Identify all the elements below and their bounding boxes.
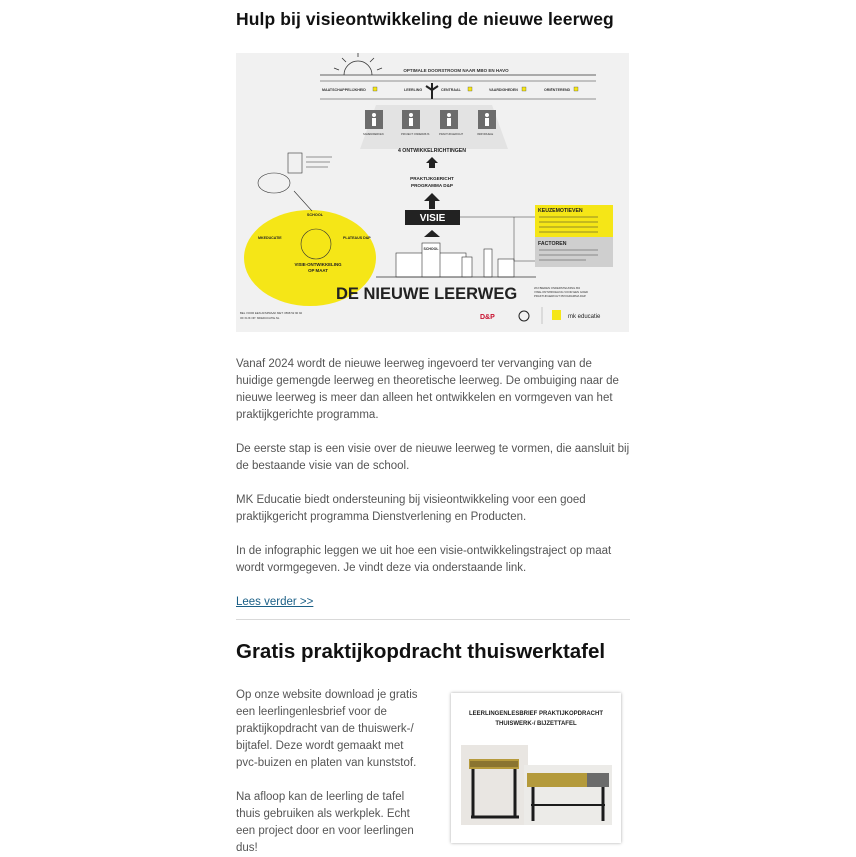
infographic-image[interactable] <box>236 53 629 332</box>
paragraph: Op onze website download je gratis een leerlingenlesbrief voor de praktijkopdracht van de thuiswerk-/ bijtafel. Deze wordt gemaakt met pvc-buizen en platen van kunststof. <box>236 689 418 769</box>
paragraph: MK Educatie biedt ondersteuning bij visieontwikkeling voor een goed praktijkgericht programma Dienstverlening en Producten. <box>236 494 586 523</box>
svg-text:CENTRAAL: CENTRAAL <box>441 88 461 92</box>
dp-logo: D&P <box>480 314 495 321</box>
svg-text:OP MAAT: OP MAAT <box>308 268 328 273</box>
svg-text:WIJ BIEDEN ONDERSTEUNING BIJ: WIJ BIEDEN ONDERSTEUNING BIJ <box>534 286 581 290</box>
section-divider <box>236 619 630 620</box>
svg-text:BEL VOOR EEN AFSPRAAK MET: 059: BEL VOOR EEN AFSPRAAK MET: 0598 52 90 92 <box>240 311 303 315</box>
svg-text:MAATSCHAPPELIJKHEID: MAATSCHAPPELIJKHEID <box>322 88 366 92</box>
svg-text:VAARDIGHEDEN: VAARDIGHEDEN <box>489 88 518 92</box>
svg-text:MKEDUCATIE: MKEDUCATIE <box>258 236 282 240</box>
svg-text:PLATEAUS D&P: PLATEAUS D&P <box>343 236 371 240</box>
paragraph: De eerste stap is een visie over de nieuwe leerweg te vormen, die aansluit bij de bestaande visie van de school. <box>236 443 630 472</box>
paragraph: Na afloop kan de leerling de tafel thuis gebruiken als werkplek. Echt een project door en voor leerlingen dus! <box>236 791 414 854</box>
svg-text:SCHOOL: SCHOOL <box>306 213 324 217</box>
svg-text:PRAKTIJKGERICHT: PRAKTIJKGERICHT <box>439 133 464 136</box>
svg-text:VISIE-ONTWIKKELING: VISIE-ONTWIKKELING <box>294 262 342 267</box>
svg-text:INDIVIDUELE: INDIVIDUELE <box>477 133 494 136</box>
section1-body <box>236 356 630 611</box>
factoren-title: FACTOREN <box>538 241 567 247</box>
svg-text:SAMENWERKEN: SAMENWERKEN <box>363 133 384 136</box>
lesbrief-thumbnail[interactable] <box>451 693 621 843</box>
visie-label: VISIE <box>419 213 446 224</box>
svg-text:PROGRAMMA D&P: PROGRAMMA D&P <box>411 183 453 188</box>
section2-body <box>236 687 426 857</box>
svg-text:ORIËNTEREND: ORIËNTEREND <box>544 88 571 92</box>
svg-text:OF KIJK OP: MKEDUCATIE.NL: OF KIJK OP: MKEDUCATIE.NL <box>240 316 280 320</box>
top-banner-text: OPTIMALE DOORSTROOM NAAR MBO EN HAVO <box>403 68 509 73</box>
paragraph: Vanaf 2024 wordt de nieuwe leerweg ingevoerd ter vervanging van de huidige gemengde leerweg en theoretische leerweg. De ombuiging naar de nieuwe leerweg is meer dan alleen het ontwikkelen en vormgeven van het praktijkgerichte programma. <box>236 358 619 421</box>
thumb-title: LEERLINGENLESBRIEF PRAKTIJKOPDRACHT <box>468 711 603 717</box>
svg-text:PROJECT ONDERWIJS: PROJECT ONDERWIJS <box>401 133 430 136</box>
svg-text:PRAKTIJKGERICHT: PRAKTIJKGERICHT <box>410 176 454 181</box>
paragraph: In de infographic leggen we uit hoe een visie-ontwikkelingstraject op maat wordt vormgegeven. Je vindt deze via onderstaande link. <box>236 545 612 574</box>
svg-text:LEERLING: LEERLING <box>404 88 423 92</box>
svg-text:PRAKTIJKGERICHT PROGRAMMA D&P.: PRAKTIJKGERICHT PROGRAMMA D&P. <box>534 294 587 298</box>
section-title-visieontwikkeling: Hulp bij visieontwikkeling de nieuwe leerweg <box>236 9 614 29</box>
mk-educatie-logo: mk educatie <box>568 314 601 320</box>
keuze-title: KEUZEMOTIEVEN <box>538 208 583 214</box>
thumb-subtitle: THUISWERK-/ BIJZETTAFEL <box>495 721 577 727</box>
read-more-link[interactable]: Lees verder >> <box>236 596 314 608</box>
infographic-main-title: DE NIEUWE LEERWEG <box>336 285 518 303</box>
svg-text:VISIE-ONTWIKKELING VOOR EEN GO: VISIE-ONTWIKKELING VOOR EEN GOED <box>534 290 589 294</box>
directions-title: 4 ONTWIKKELRICHTINGEN <box>397 148 467 154</box>
section-title-thuiswerktafel: Gratis praktijkopdracht thuiswerktafel <box>236 640 606 663</box>
svg-text:SCHOOL: SCHOOL <box>423 247 439 251</box>
